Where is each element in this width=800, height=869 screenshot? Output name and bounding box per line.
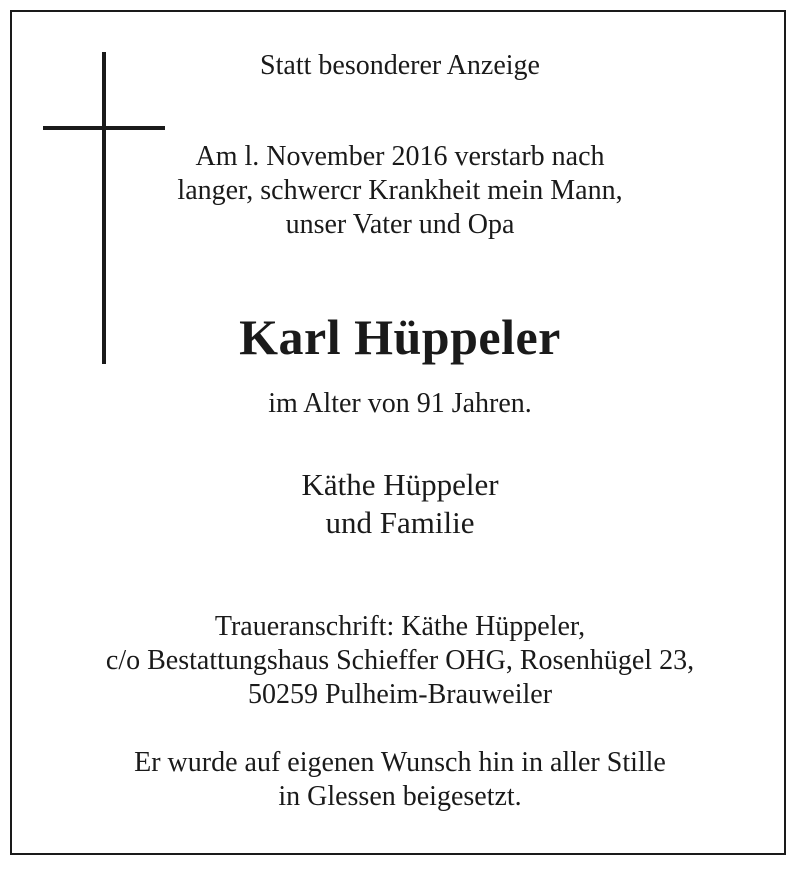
family-line-2: und Familie [325,505,475,540]
closing-line-2: in Glessen beigesetzt. [278,781,522,812]
cross-horizontal-bar [43,126,165,130]
intro-line-2: langer, schwercr Krankheit mein Mann, [177,175,623,206]
closing-line-1: Er wurde auf eigenen Wunsch hin in aller Stille [134,747,666,778]
intro-line-1: Am l. November 2016 verstarb nach [195,141,605,172]
notice-headline: Statt besonderer Anzeige [260,50,540,81]
address-line-1: Traueranschrift: Käthe Hüppeler, [214,611,586,642]
family-line-1: Käthe Hüppeler [301,467,499,502]
age-line: im Alter von 91 Jahren. [268,388,532,419]
obituary-notice [10,10,786,855]
intro-line-3: unser Vater und Opa [285,209,515,240]
deceased-name: Karl Hüppeler [239,309,561,365]
address-line-3: 50259 Pulheim-Brauweiler [247,679,553,710]
address-line-2: c/o Bestattungshaus Schieffer OHG, Rosenhügel 23, [105,645,695,676]
